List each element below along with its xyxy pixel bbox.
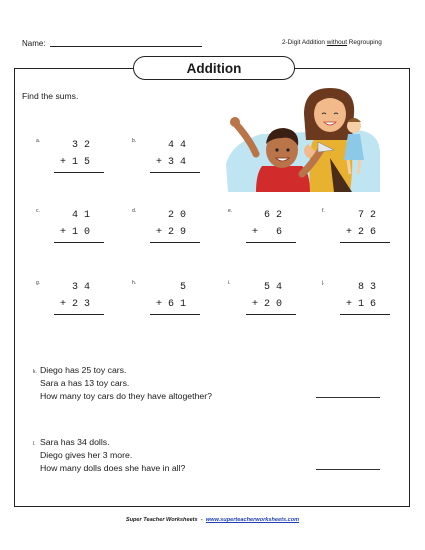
problem-h [132, 280, 212, 330]
word-problem-l [40, 436, 185, 475]
problem-i [228, 280, 308, 330]
name-label: Name: [22, 39, 46, 48]
problem-letter: j. [322, 280, 325, 286]
addend-top: 2 0 [168, 210, 187, 221]
name-field-line[interactable] [50, 46, 202, 47]
sum-line[interactable] [340, 314, 390, 315]
word-problem-line: Diego gives her 3 more. [40, 450, 133, 460]
addend-top: 4 1 [72, 210, 91, 221]
word-problem-k [40, 364, 212, 403]
girl-figure [304, 88, 354, 192]
answer-line-k[interactable] [316, 397, 380, 398]
addend-bottom: + 6 [252, 227, 283, 238]
problem-letter: e. [228, 208, 233, 214]
sum-line[interactable] [54, 172, 104, 173]
sum-line[interactable] [54, 314, 104, 315]
problem-letter: d. [132, 208, 137, 214]
word-problem-line: Sara a has 13 toy cars. [40, 378, 130, 388]
problem-c [36, 208, 116, 258]
word-problem-line: How many dolls does she have in all? [40, 463, 186, 473]
problem-e [228, 208, 308, 258]
addend-top: 6 2 [264, 210, 283, 221]
problem-letter: c. [36, 208, 40, 214]
problem-a [36, 138, 116, 188]
sum-line[interactable] [246, 314, 296, 315]
problem-j [322, 280, 402, 330]
addend-bottom: + 3 4 [156, 157, 187, 168]
word-problem-letter: k. [33, 369, 37, 375]
addend-bottom: + 2 9 [156, 227, 187, 238]
problem-b [132, 138, 212, 188]
worksheet-subtitle: 2-Digit Addition without Regrouping [282, 39, 382, 46]
addend-top: 8 3 [358, 282, 377, 293]
addend-top: 3 2 [72, 140, 91, 151]
kids-illustration [222, 84, 382, 196]
addend-top: 5 [168, 282, 187, 293]
problem-letter: b. [132, 138, 137, 144]
instructions: Find the sums. [22, 91, 79, 101]
sum-line[interactable] [150, 242, 200, 243]
problem-d [132, 208, 212, 258]
problem-letter: g. [36, 280, 41, 286]
sum-line[interactable] [54, 242, 104, 243]
addend-top: 3 4 [72, 282, 91, 293]
addend-bottom: + 1 5 [60, 157, 91, 168]
addend-bottom: + 2 3 [60, 299, 91, 310]
addend-bottom: + 2 0 [252, 299, 283, 310]
footer-separator: - [197, 517, 206, 523]
addend-top: 4 4 [168, 140, 187, 151]
word-problem-line: Diego has 25 toy cars. [40, 365, 127, 375]
addend-bottom: + 1 0 [60, 227, 91, 238]
footer-brand: Super Teacher Worksheets [125, 517, 198, 523]
footer [0, 517, 425, 523]
word-problem-line: Sara has 34 dolls. [40, 437, 110, 447]
answer-line-l[interactable] [316, 469, 380, 470]
sum-line[interactable] [340, 242, 390, 243]
word-problem-line: How many toy cars do they have altogether? [40, 391, 212, 401]
addend-top: 7 2 [358, 210, 377, 221]
word-problem-letter: l. [33, 441, 36, 447]
footer-website-link[interactable]: www.superteacherworksheets.com [205, 517, 300, 523]
addend-top: 5 4 [264, 282, 283, 293]
addend-bottom: + 6 1 [156, 299, 187, 310]
sum-line[interactable] [150, 172, 200, 173]
problem-letter: a. [36, 138, 41, 144]
problem-letter: h. [132, 280, 137, 286]
addend-bottom: + 2 6 [346, 227, 377, 238]
problem-f [322, 208, 402, 258]
page-title: Addition [133, 56, 295, 80]
problem-g [36, 280, 116, 330]
problem-letter: f. [322, 208, 325, 214]
sum-line[interactable] [246, 242, 296, 243]
addend-bottom: + 1 6 [346, 299, 377, 310]
problem-letter: i. [228, 280, 231, 286]
sum-line[interactable] [150, 314, 200, 315]
